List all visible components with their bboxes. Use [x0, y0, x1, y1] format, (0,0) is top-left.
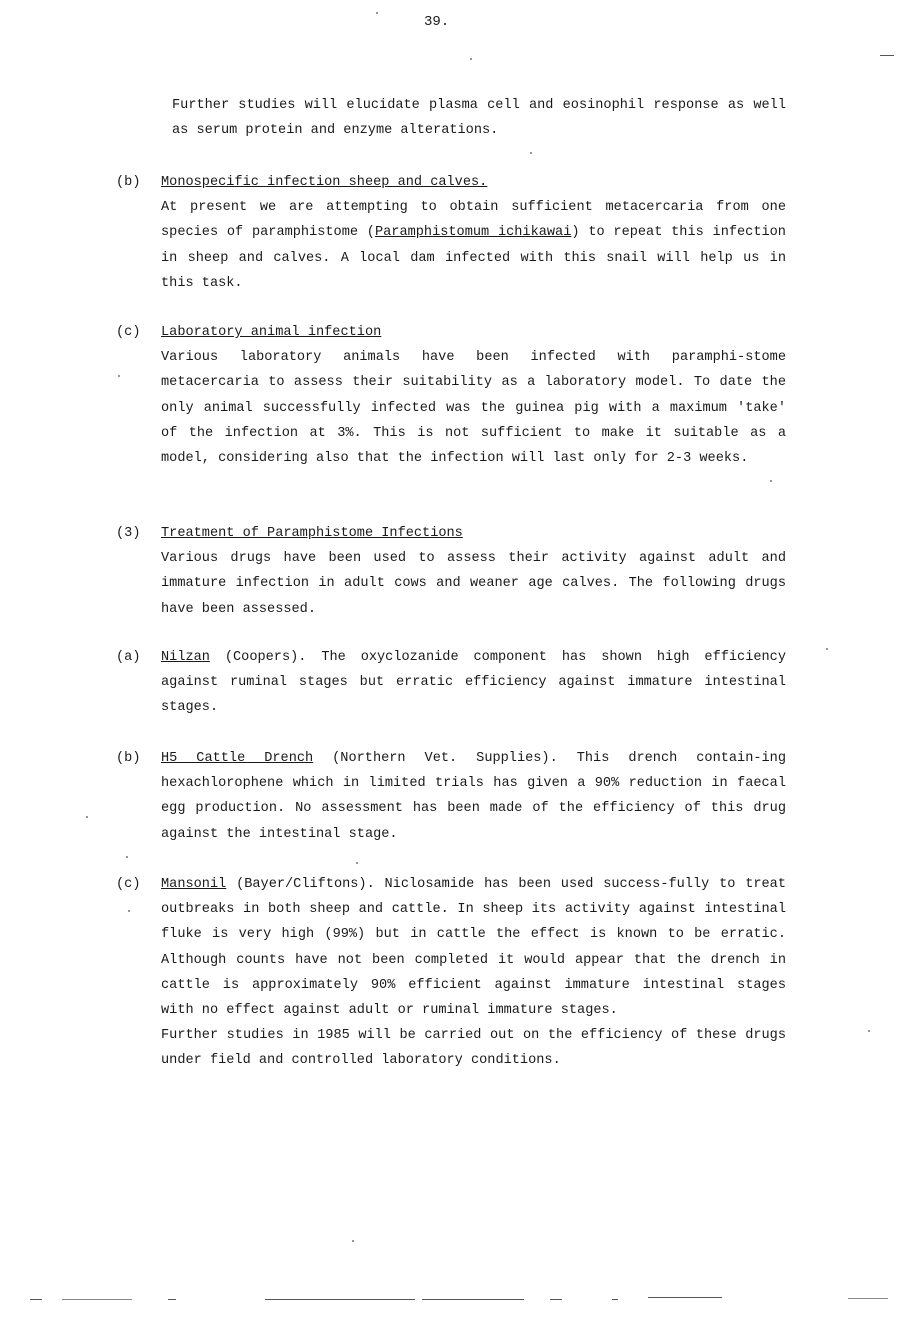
scan-speck	[826, 648, 828, 650]
closing-paragraph: Further studies in 1985 will be carried out on the efficiency of these drugs under field and controlled laboratory conditions.	[161, 1028, 786, 1069]
scan-speck	[126, 856, 128, 858]
drug-name-mansonil: Mansonil	[161, 877, 227, 892]
section-a-body	[161, 645, 786, 721]
scan-speck	[352, 1240, 354, 1242]
section-c2-text: (Bayer/Cliftons). Niclosamide has been used success-fully to treat outbreaks in both sheep and cattle. In sheep its activity against intestinal fluke is very high (99%) but in cattle the effect is known to be erratic. Although counts have not been completed it would appear that the drench in cattle is approximately 90% efficient against immature intestinal stages with no effect against adult or ruminal immature stages.	[161, 877, 786, 1019]
section-a	[161, 645, 786, 721]
section-b2-body	[161, 746, 786, 847]
section-c1-label: (c)	[116, 325, 141, 340]
section-b1-heading: Monospecific infection sheep and calves.	[161, 175, 488, 190]
bottom-scan-line	[550, 1299, 562, 1300]
scan-speck	[356, 862, 358, 864]
section-c1-body: Various laboratory animals have been infected with paramphi-stome metacercaria to assess their suitability as a laboratory model. To date the only animal successfully infected was the guinea pig with a maximum 'take' of the infection at 3%. This is not sufficient to make it suitable as a model, considering also that the infection will last only for 2-3 weeks.	[161, 350, 786, 467]
section-b2-text: (Northern Vet. Supplies). This drench contain-ing hexachlorophene which in limited trials has given a 90% reduction in faecal egg production. No assessment has been made of the efficiency of this drug against the intestinal stage.	[161, 751, 786, 842]
scan-speck	[86, 816, 88, 818]
scan-speck	[118, 375, 120, 377]
section-b1-body	[161, 195, 786, 296]
section-c2	[161, 872, 786, 1074]
bottom-scan-line	[62, 1299, 132, 1300]
scan-speck	[376, 12, 378, 14]
section-b2	[161, 746, 786, 847]
section-a-label: (a)	[116, 650, 141, 665]
section-c2-label: (c)	[116, 877, 141, 892]
bottom-scan-line	[422, 1299, 524, 1300]
bottom-scan-line	[848, 1298, 888, 1299]
scan-speck	[470, 58, 472, 60]
bottom-scan-line	[168, 1299, 176, 1300]
bottom-scan-line	[265, 1299, 415, 1300]
bottom-scan-line	[648, 1297, 722, 1298]
section-3-label: (3)	[116, 526, 141, 541]
section-a-text: (Coopers). The oxyclozanide component has shown high efficiency against ruminal stages but erratic efficiency against immature intestinal stages.	[161, 650, 786, 716]
scan-mark	[880, 55, 894, 56]
section-b1-label: (b)	[116, 175, 141, 190]
scan-speck	[128, 910, 130, 912]
intro-text: Further studies will elucidate plasma cell and eosinophil response as well as serum protein and enzyme alterations.	[172, 98, 786, 139]
page-number: 39.	[424, 14, 450, 30]
section-c1-heading: Laboratory animal infection	[161, 325, 382, 340]
scan-speck	[530, 152, 532, 154]
section-b2-label: (b)	[116, 751, 141, 766]
drug-name-nilzan: Nilzan	[161, 650, 210, 665]
section-3-body: Various drugs have been used to assess their activity against adult and immature infection in adult cows and weaner age calves. The following drugs have been assessed.	[161, 551, 786, 617]
section-c1	[161, 320, 786, 471]
section-b1-body-part2: ) to repeat this infection in sheep and calves. A local dam infected with this snail will help us in this task.	[161, 225, 786, 291]
section-3	[161, 521, 786, 622]
section-b1	[161, 170, 786, 296]
section-c2-body	[161, 872, 786, 1023]
section-3-heading: Treatment of Paramphistome Infections	[161, 526, 463, 541]
scan-speck	[868, 1030, 870, 1032]
section-b1-body-part1: At present we are attempting to obtain sufficient metacercaria from one species of paramphistome (	[161, 200, 786, 241]
scan-speck	[770, 480, 772, 482]
drug-name-h5: H5 Cattle Drench	[161, 751, 314, 766]
bottom-scan-line	[30, 1299, 42, 1300]
bottom-scan-line	[612, 1299, 618, 1300]
intro-paragraph	[172, 93, 786, 143]
species-name: Paramphistomum ichikawai	[374, 225, 572, 241]
